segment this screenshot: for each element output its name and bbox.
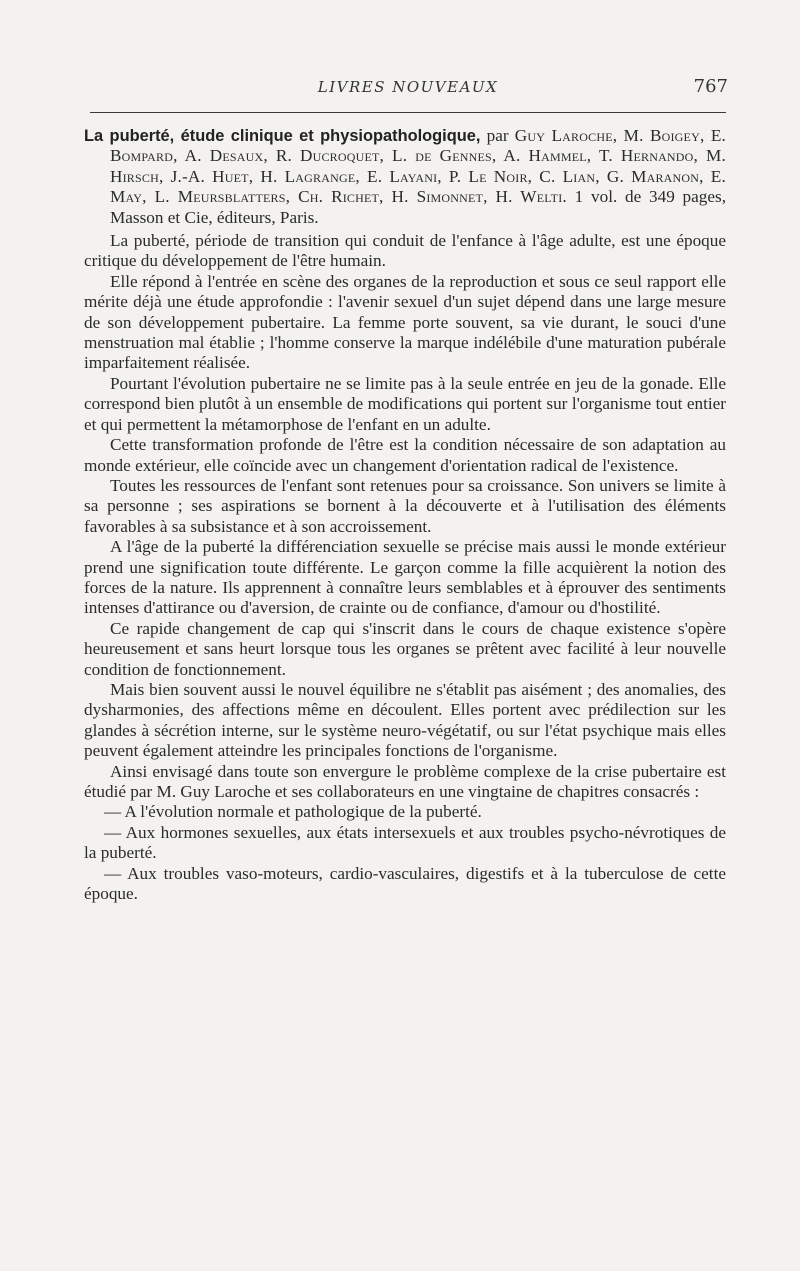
by-word: par xyxy=(486,126,509,145)
paragraph-5: Toutes les ressources de l'enfant sont retenues pour sa croissance. Son univers se limite à sa personne ; ses aspirations se bornent à la découverte et à l'utilisation des éléments favorables à sa subsistance et à son accroissement. xyxy=(84,475,726,536)
header-rule xyxy=(90,112,726,113)
paragraph-6: A l'âge de la puberté la différenciation sexuelle se précise mais aussi le monde extérieur prend une signification toute différente. Le garçon comme la fille acquièrent la notion des forces de la nature. Ils apprennent à connaître leurs semblables et à éprouver des sentiments intenses d'attirance ou d'aversion, de crainte ou de confiance, d'amour ou d'hostilité. xyxy=(84,537,726,618)
chapter-list-item-1: — A l'évolution normale et pathologique de la puberté. xyxy=(104,802,482,822)
running-title: LIVRES NOUVEAUX xyxy=(317,78,499,96)
paragraph-7: Ce rapide changement de cap qui s'inscrit dans le cours de chaque existence s'opère heureusement et sans heurt lorsque tous les organes se prêtent avec facilité à leur nouvelle condition de fonctionnement. xyxy=(84,618,726,679)
paragraph-2: Elle répond à l'entrée en scène des organes de la reproduction et sous ce seul rapport elle mérite déjà une étude approfondie : l'avenir sexuel d'un sujet dépend dans une large mesure de son développement pubertaire. La femme porte souvent, sa vie durant, le souci d'une menstruation mal établie ; l'homme conserve la marque indélébile d'une maturation pubérale imparfaitement réalisée. xyxy=(84,271,726,373)
book-details: 1 vol. de 349 pages, Masson et Cie, éditeurs, Paris. xyxy=(110,187,726,227)
chapter-list-item-2: — Aux hormones sexuelles, aux états intersexuels et aux troubles psycho-névrotiques de la puberté. xyxy=(84,822,726,863)
page-header xyxy=(88,74,728,106)
chapter-list-item-3: — Aux troubles vaso-moteurs, cardio-vasculaires, digestifs et à la tuberculose de cette époque. xyxy=(84,863,726,904)
book-title: La puberté, étude clinique et physiopathologique, xyxy=(84,127,481,145)
paragraph-3: Pourtant l'évolution pubertaire ne se limite pas à la seule entrée en jeu de la gonade. Elle correspond bien plutôt à un ensemble de modifications qui portent sur l'organisme tout entier et qui permettent la métamorphose de l'enfant en un adulte. xyxy=(84,373,726,434)
paragraph-1: La puberté, période de transition qui conduit de l'enfance à l'âge adulte, est une époque critique du développement de l'être humain. xyxy=(84,231,726,271)
paragraph-8: Mais bien souvent aussi le nouvel équilibre ne s'établit pas aisément ; des anomalies, des dysharmonies, des affections même en découlent. Elles portent avec prédilection sur les glandes à sécrétion interne, sur le système neuro-végétatif, ou sur l'état psychique mais elles peuvent également atteindre les principales fonctions de l'organisme. xyxy=(84,679,726,761)
paragraph-4: Cette transformation profonde de l'être est la condition nécessaire de son adaptation au monde extérieur, elle coïncide avec un changement d'orientation radical de l'existence. xyxy=(84,435,726,475)
paragraph-9: Ainsi envisagé dans toute son envergure le problème complexe de la crise pubertaire est étudié par M. Guy Laroche et ses collaborateurs en une vingtaine de chapitres consacrés : xyxy=(84,761,726,801)
book-authors: Guy Laroche, M. Boigey, E. Bompard, A. Desaux, R. Ducroquet, L. de Gennes, A. Hammel, T. Hernando, M. Hirsch, J.-A. Huet, H. Lagrange, E. Layani, P. Le Noir, C. Lian, G. Maranon, E. May, L. Meursblatters, Ch. Richet, H. Simonnet, H. Welti. xyxy=(110,126,727,207)
book-reference xyxy=(84,126,726,228)
page-number: 767 xyxy=(693,76,728,97)
review-body xyxy=(84,126,726,904)
